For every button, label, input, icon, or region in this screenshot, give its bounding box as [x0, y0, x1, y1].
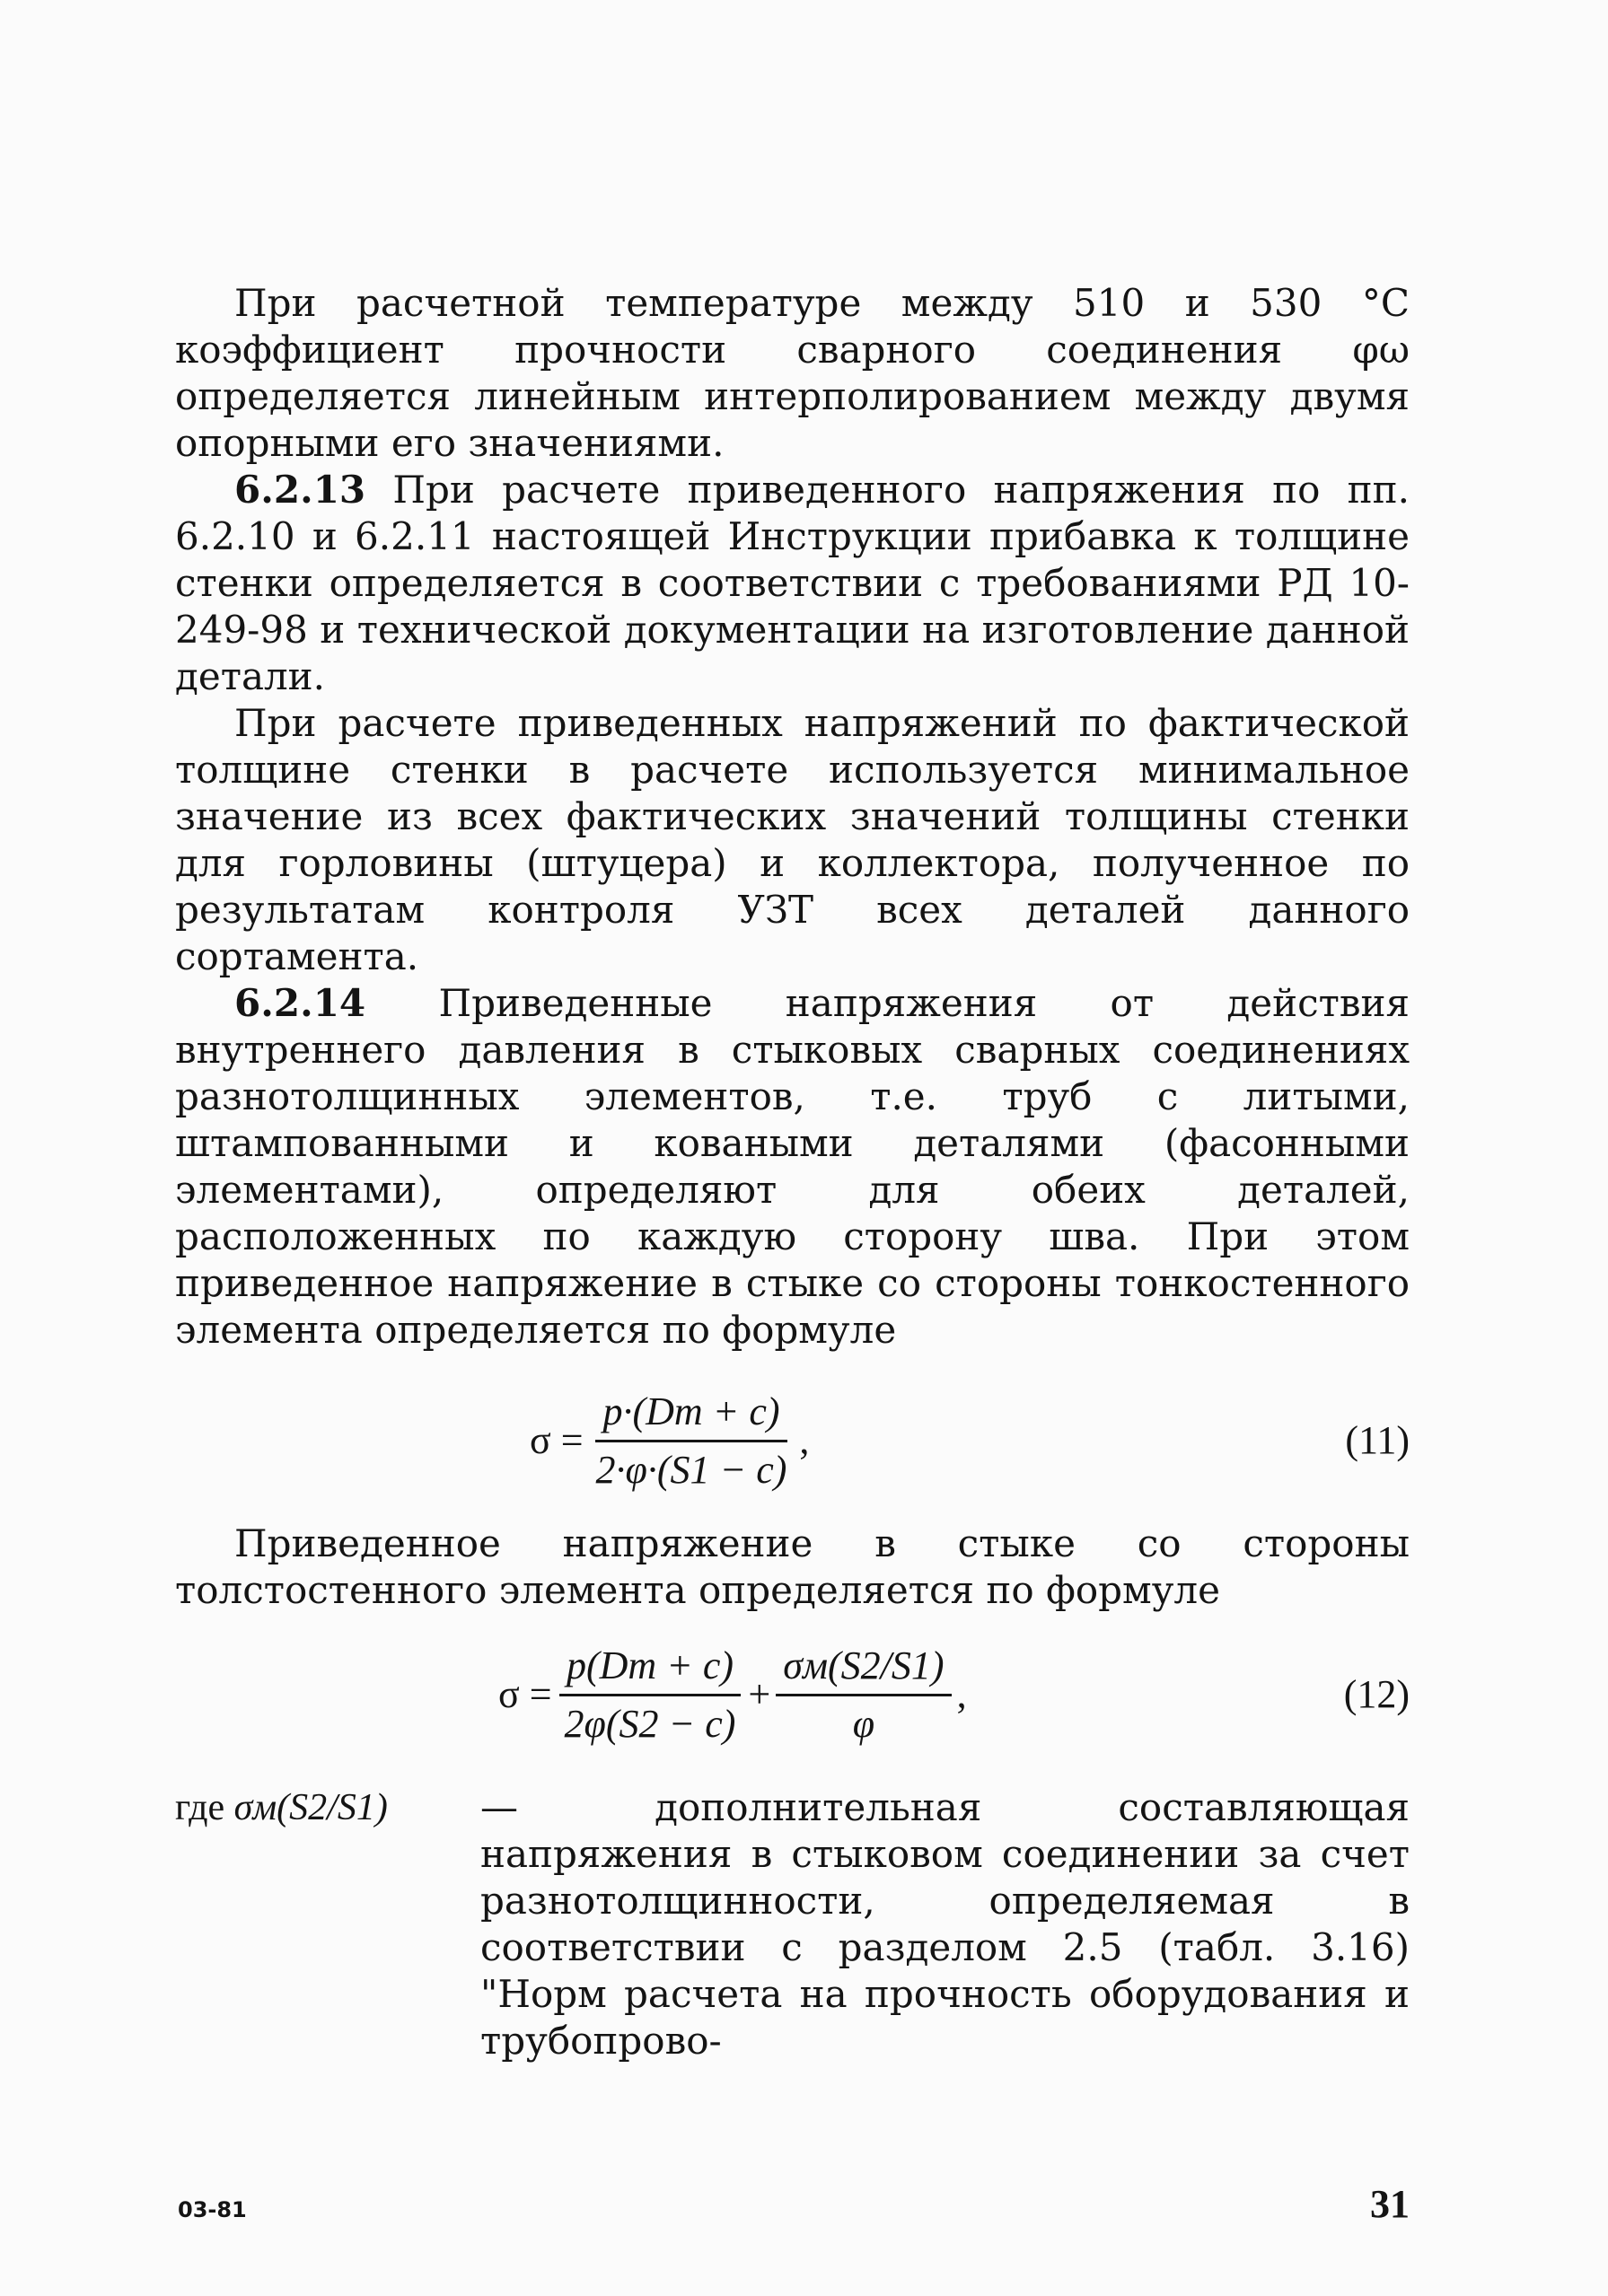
formula-12-fraction-2 — [776, 1642, 951, 1748]
formula-12-numerator-1: p(Dm + c) — [559, 1642, 741, 1696]
formula-12-denominator-2: φ — [852, 1701, 875, 1746]
formula-12-comma: , — [956, 1672, 967, 1716]
formula-11-comma: , — [799, 1418, 810, 1462]
formula-11-number: (11) — [1345, 1418, 1410, 1462]
body-text — [175, 280, 1410, 2064]
where-term: σм(S2/S1) — [233, 1787, 388, 1828]
paragraph-thick-wall: Приведенное напряжение в стыке со стороны толстостенного элемента определяется по формуле — [175, 1521, 1410, 1612]
formula-12-denominator-1: 2φ(S2 − c) — [564, 1701, 736, 1746]
formula-12-plus: + — [748, 1672, 771, 1716]
formula-12-number: (12) — [1343, 1672, 1410, 1716]
section-number-6-2-13: 6.2.13 — [234, 468, 366, 512]
section-number-6-2-14: 6.2.14 — [234, 981, 366, 1025]
formula-12-fraction-1 — [558, 1642, 743, 1748]
formula-11 — [175, 1373, 1410, 1508]
paragraph-interpolation: При расчетной температуре между 510 и 530 °С коэффициент прочности сварного соединения φω определяется линейным интерполированием между двумя опорными его значениями. — [175, 281, 1410, 465]
formula-11-denominator: 2·φ·(S1 − c) — [595, 1447, 787, 1492]
section-text-6-2-14: Приведенные напряжения от действия внутреннего давления в стыковых сварных соединениях разнотолщинных элементов, т.е. труб с литыми, штампованными и коваными деталями (фасонными элементами), определяют для обеих деталей, расположенных по каждую сторону шва. При этом приведенное напряжение в стыке со стороны тонкостенного элемента определяется по формуле — [175, 981, 1410, 1352]
formula-11-lhs: σ = — [530, 1418, 584, 1462]
formula-12 — [175, 1623, 1410, 1766]
section-6-2-14 — [175, 980, 1410, 1354]
where-lead: где — [175, 1787, 225, 1828]
section-6-2-13 — [175, 467, 1410, 700]
where-clause — [175, 1784, 1410, 2064]
formula-11-numerator: p·(Dm + c) — [595, 1388, 786, 1442]
page-number: 31 — [1370, 2182, 1410, 2226]
formula-12-numerator-2: σм(S2/S1) — [776, 1642, 951, 1696]
formula-12-lhs: σ = — [498, 1672, 552, 1716]
where-definition: — дополнительная составляющая напряжения в стыковом соединении за счет разнотолщинности, определяемая в соответствии с разделом 2.5 (табл. 3.16) "Норм расчета на прочность оборудования и трубопрово- — [480, 1785, 1410, 2063]
paragraph-actual-thickness: При расчете приведенных напряжений по фактической толщине стенки в расчете используется минимальное значение из всех фактических значений толщины стенки для горловины (штуцера) и коллектора, полученное по результатам контроля УЗТ всех деталей данного сортамента. — [175, 701, 1410, 978]
document-code: 03-81 — [178, 2197, 247, 2222]
formula-11-fraction — [589, 1388, 795, 1494]
section-text-6-2-13: При расчете приведенного напряжения по пп. 6.2.10 и 6.2.11 настоящей Инструкции прибавка к толщине стенки определяется в соответствии с требованиями РД 10-249-98 и технической документации на изготовление данной детали. — [175, 468, 1410, 698]
